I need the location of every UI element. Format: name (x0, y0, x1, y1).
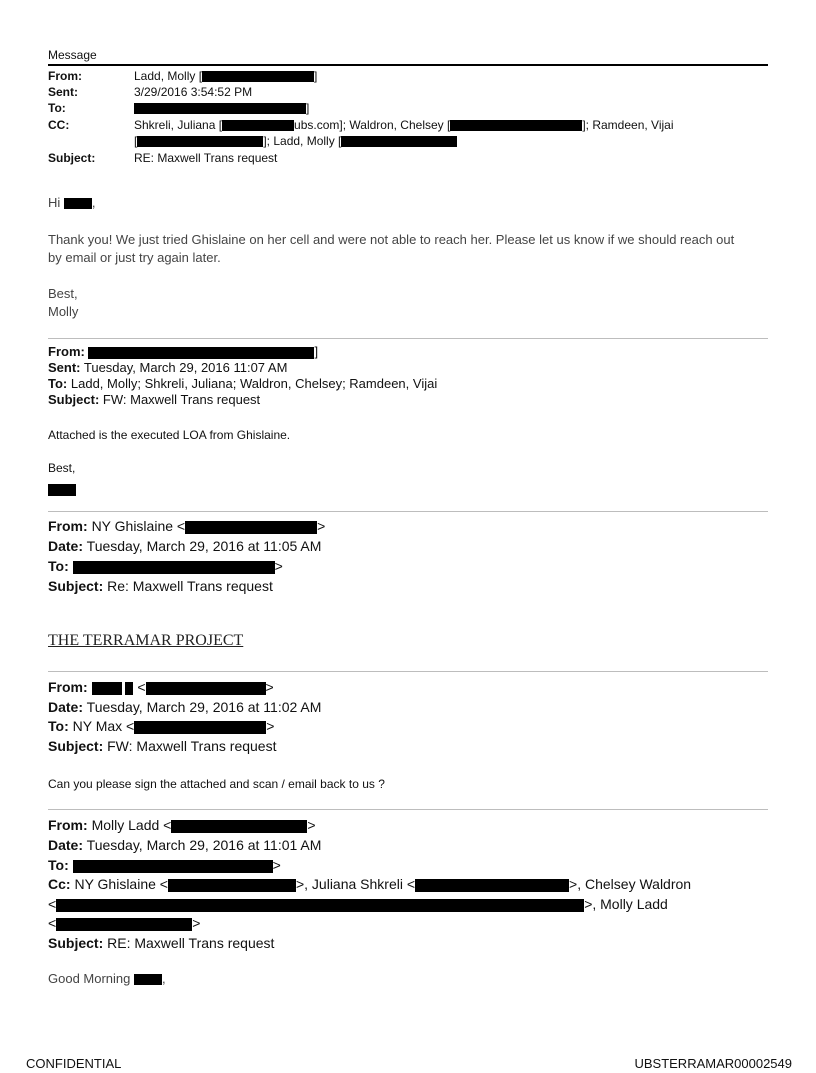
closing: Best, (48, 286, 78, 301)
divider (48, 338, 768, 339)
confidential-label: CONFIDENTIAL (26, 1056, 122, 1071)
msg4-subject: Subject: FW: Maxwell Trans request (48, 738, 277, 754)
redaction-block (450, 120, 582, 131)
msg2-from: From: ] (48, 344, 319, 359)
redaction-block (168, 879, 296, 892)
subject-value: RE: Maxwell Trans request (134, 151, 278, 165)
msg5-cc-line3: < > (48, 915, 201, 931)
msg5-greeting: Good Morning , (48, 971, 166, 986)
redaction-block (171, 820, 307, 833)
project-name: THE TERRAMAR PROJECT (48, 632, 244, 649)
divider (48, 511, 768, 512)
msg4-from: From: < > (48, 679, 274, 695)
from-label: From: (48, 69, 82, 83)
msg2-signature-redaction (48, 481, 76, 499)
redaction-block (134, 721, 266, 734)
sent-label: Sent: (48, 85, 78, 99)
redaction-block (48, 484, 76, 496)
redaction-block (134, 103, 306, 114)
msg5-date: Date: Tuesday, March 29, 2016 at 11:01 AM (48, 837, 322, 853)
divider (48, 671, 768, 672)
to-label: To: (48, 101, 66, 115)
msg4-body: Can you please sign the attached and scan / email back to us ? (48, 777, 385, 791)
from-value: Ladd, Molly [ ] (134, 69, 318, 83)
subject-label: Subject: (48, 151, 96, 165)
msg5-from: From: Molly Ladd < > (48, 817, 316, 833)
msg5-to: To: > (48, 857, 281, 873)
cc-value-line1: Shkreli, Juliana [ ubs.com]; Waldron, Chelsey [ ]; Ramdeen, Vijai (134, 118, 674, 132)
msg4-date: Date: Tuesday, March 29, 2016 at 11:02 AM (48, 699, 322, 715)
redaction-block (134, 974, 162, 985)
redaction-block (73, 561, 275, 574)
redaction-block (73, 860, 273, 873)
msg3-to: To: > (48, 558, 283, 574)
bates-number: UBSTERRAMAR00002549 (634, 1056, 792, 1071)
redaction-block (137, 136, 263, 147)
sent-value: 3/29/2016 3:54:52 PM (134, 85, 253, 99)
msg5-cc-line2: < >, Molly Ladd (48, 896, 668, 912)
msg3-from: From: NY Ghislaine < > (48, 518, 326, 534)
redaction-block (88, 347, 314, 359)
msg2-subject: Subject: FW: Maxwell Trans request (48, 392, 261, 407)
redaction-block (222, 120, 294, 131)
to-value: ] (134, 101, 309, 115)
divider (48, 809, 768, 810)
redaction-block (202, 71, 314, 82)
message-label: Message (48, 48, 97, 62)
header-rule (48, 64, 768, 66)
greeting: Hi , (48, 195, 96, 210)
body-line-2: by email or just try again later. (48, 250, 221, 265)
msg4-to: To: NY Max < > (48, 718, 275, 734)
msg2-closing: Best, (48, 461, 76, 475)
redaction-block (415, 879, 569, 892)
signature: Molly (48, 304, 79, 319)
msg3-date: Date: Tuesday, March 29, 2016 at 11:05 AM (48, 538, 322, 554)
redaction-block (146, 682, 266, 695)
msg3-subject: Subject: Re: Maxwell Trans request (48, 578, 273, 594)
msg2-to: To: Ladd, Molly; Shkreli, Juliana; Waldron, Chelsey; Ramdeen, Vijai (48, 376, 438, 391)
redaction-block (92, 682, 122, 695)
redaction-block (56, 918, 192, 931)
redaction-block (125, 682, 133, 695)
msg2-body: Attached is the executed LOA from Ghislaine. (48, 428, 291, 442)
msg5-cc: Cc: NY Ghislaine < >, Juliana Shkreli < >, Chelsey Waldron (48, 876, 692, 892)
redaction-block (185, 521, 317, 534)
redaction-block (56, 899, 584, 912)
cc-label: CC: (48, 118, 70, 132)
msg2-sent: Sent: Tuesday, March 29, 2016 11:07 AM (48, 360, 288, 375)
body-line-1: Thank you! We just tried Ghislaine on her cell and were not able to reach her. Please let us know if we should reach out (48, 232, 735, 247)
redaction-block (341, 136, 457, 147)
redaction-block (64, 198, 92, 209)
cc-value-line2: [ ]; Ladd, Molly [ (134, 134, 457, 148)
msg5-subject: Subject: RE: Maxwell Trans request (48, 935, 275, 951)
